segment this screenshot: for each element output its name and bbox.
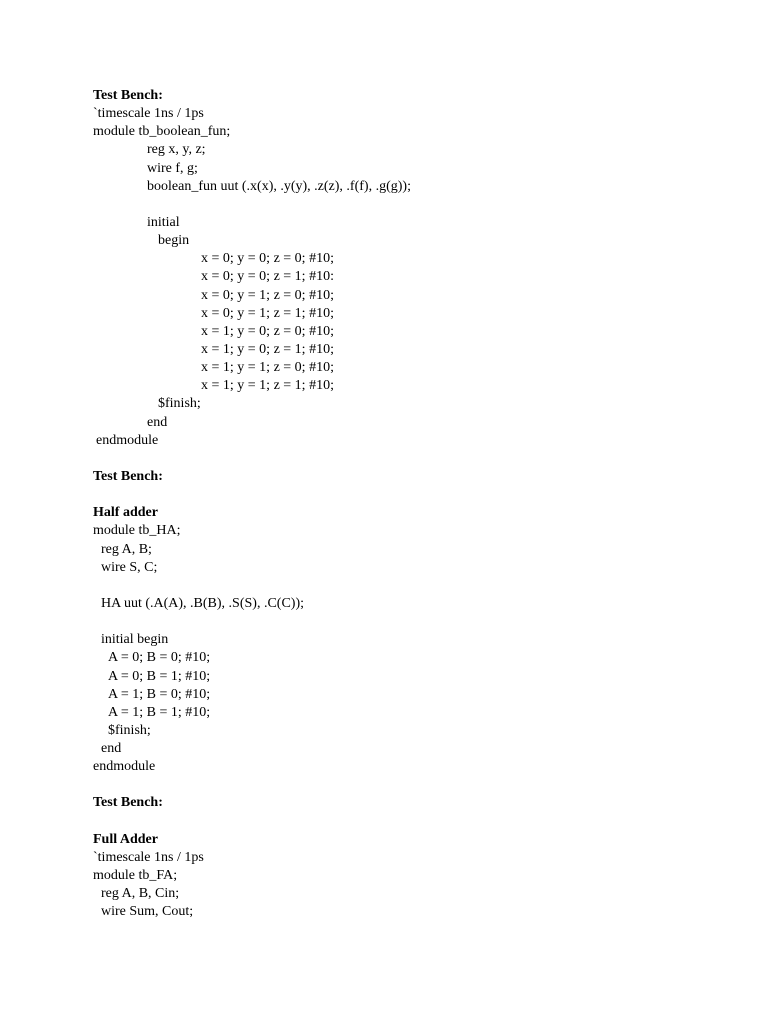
code-line: wire S, C; [101, 559, 158, 575]
section-heading: Test Bench: [93, 795, 163, 811]
code-line: reg A, B; [101, 541, 152, 557]
code-line: end [101, 741, 122, 757]
code-line: boolean_fun uut (.x(x), .y(y), .z(z), .f(f), .g(g)); [147, 178, 411, 194]
code-line: endmodule [96, 432, 159, 448]
code-line: end [147, 414, 168, 430]
code-line: reg x, y, z; [147, 142, 206, 158]
blank-line [93, 196, 733, 214]
code-line: initial [147, 214, 180, 230]
code-line: module tb_HA; [93, 523, 181, 539]
code-line: wire Sum, Cout; [101, 904, 194, 920]
code-line: module tb_FA; [93, 868, 178, 884]
code-line: HA uut (.A(A), .B(B), .S(S), .C(C)); [101, 595, 304, 611]
code-line: A = 0; B = 1; #10; [108, 668, 211, 684]
code-line: A = 1; B = 0; #10; [108, 686, 211, 702]
code-line: module tb_boolean_fun; [93, 124, 231, 140]
section-subheading: Half adder [93, 505, 158, 521]
document-content [93, 87, 733, 921]
code-line: x = 0; y = 0; z = 0; #10; [201, 251, 334, 267]
code-line: begin [158, 233, 190, 249]
code-line: wire f, g; [147, 160, 198, 176]
code-line: $finish; [108, 722, 151, 738]
blank-line [93, 577, 733, 595]
code-line: $finish; [158, 396, 201, 412]
blank-line [93, 813, 733, 831]
code-line: A = 0; B = 0; #10; [108, 650, 211, 666]
section-subheading: Full Adder [93, 831, 158, 847]
code-line: x = 0; y = 1; z = 1; #10; [201, 305, 334, 321]
section-heading: Test Bench: [93, 468, 163, 484]
code-line: x = 1; y = 0; z = 0; #10; [201, 323, 334, 339]
code-line: initial begin [101, 632, 169, 648]
code-line: endmodule [93, 759, 156, 775]
blank-line [93, 450, 733, 468]
code-line: A = 1; B = 1; #10; [108, 704, 211, 720]
code-line: x = 1; y = 1; z = 1; #10; [201, 378, 334, 394]
section-heading: Test Bench: [93, 88, 163, 103]
code-line: x = 1; y = 1; z = 0; #10; [201, 360, 334, 376]
code-line: x = 1; y = 0; z = 1; #10; [201, 341, 334, 357]
blank-line [93, 613, 733, 631]
code-line: reg A, B, Cin; [101, 886, 180, 902]
blank-line [93, 486, 733, 504]
code-line: x = 0; y = 1; z = 0; #10; [201, 287, 334, 303]
blank-line [93, 776, 733, 794]
code-line: `timescale 1ns / 1ps [93, 849, 204, 865]
code-line: x = 0; y = 0; z = 1; #10: [201, 269, 334, 285]
code-line: `timescale 1ns / 1ps [93, 106, 204, 122]
